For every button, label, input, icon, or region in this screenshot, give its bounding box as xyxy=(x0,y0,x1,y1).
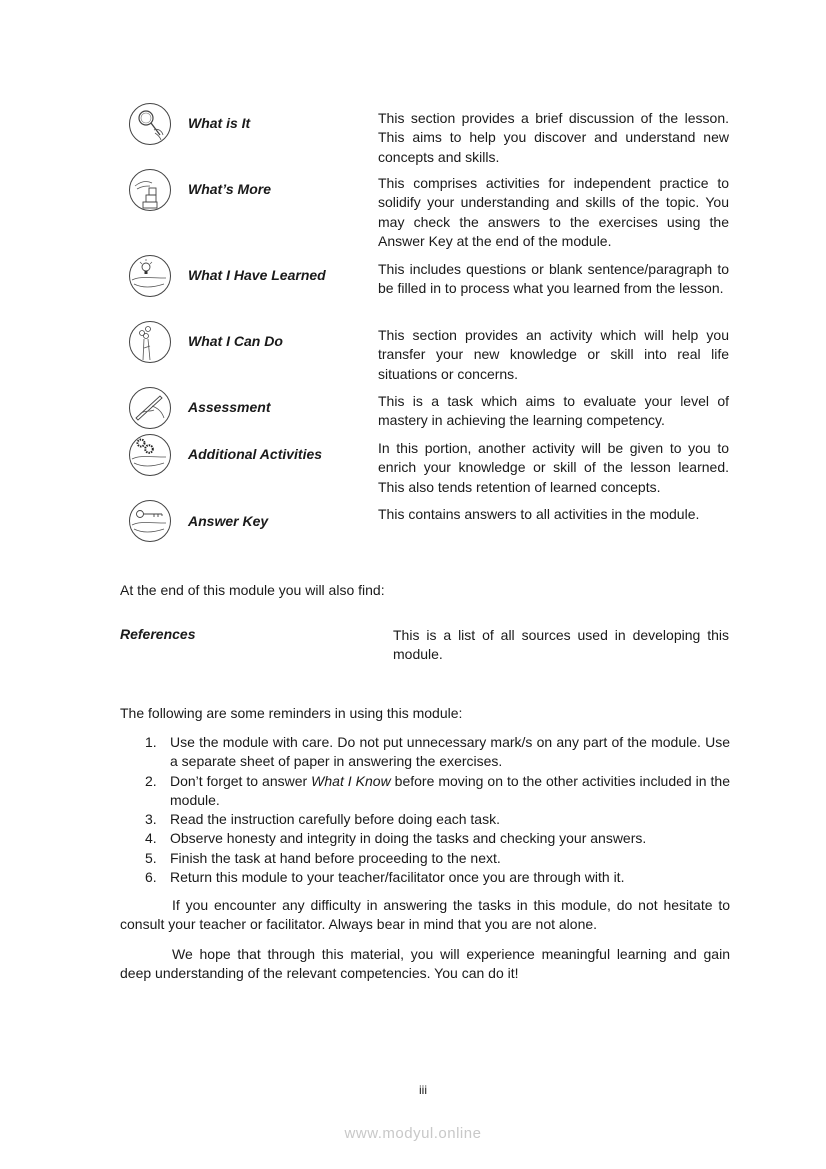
building-blocks-icon xyxy=(128,168,172,212)
key-hand-icon xyxy=(128,499,172,543)
reminders-intro: The following are some reminders in using this module: xyxy=(120,705,463,721)
end-of-module-intro: At the end of this module you will also find: xyxy=(120,582,385,598)
section-title: What’s More xyxy=(188,181,271,197)
section-title: What I Can Do xyxy=(188,333,283,349)
reminder-number: 1. xyxy=(145,734,157,750)
watermark: www.modyul.online xyxy=(344,1125,482,1142)
reminder-text-part: Don’t forget to answer xyxy=(170,772,312,789)
reminder-text: Read the instruction carefully before doing each task. xyxy=(170,811,500,828)
reminder-item xyxy=(120,772,730,811)
what-i-know-emphasis: What I Know xyxy=(311,772,391,789)
reminder-text: Return this module to your teacher/facilitator once you are through with it. xyxy=(170,869,625,886)
reminder-item xyxy=(120,810,730,829)
section-title: What is It xyxy=(188,115,251,131)
reminder-item xyxy=(120,829,730,848)
section-description: In this portion, another activity will be given to you to enrich your knowledge or skill of the lesson learned. This also tends retention of learned concepts. xyxy=(378,440,729,495)
page-number: iii xyxy=(419,1083,427,1097)
references-description: This is a list of all sources used in developing this module. xyxy=(393,627,729,663)
section-title: Answer Key xyxy=(188,513,269,529)
reminder-item xyxy=(120,868,730,887)
reminder-text: Observe honesty and integrity in doing the tasks and checking your answers. xyxy=(170,830,647,847)
reminder-text: Use the module with care. Do not put unnecessary mark/s on any part of the module. Use a separate sheet of paper in answering the exercises. xyxy=(170,734,730,770)
hand-gears-icon xyxy=(128,320,172,364)
magnifying-glass-icon xyxy=(128,102,172,146)
gears-hand-icon xyxy=(128,433,172,477)
section-description: This section provides a brief discussion of the lesson. This aims to help you discover and understand new concepts and skills. xyxy=(378,110,729,165)
reminder-text: Finish the task at hand before proceeding to the next. xyxy=(170,849,501,866)
section-title: Additional Activities xyxy=(188,446,323,462)
reminder-number: 2. xyxy=(145,772,157,789)
section-description: This includes questions or blank sentence/paragraph to be filled in to process what you learned from the lesson. xyxy=(378,261,729,297)
reminder-number: 3. xyxy=(145,811,157,828)
lightbulb-hand-icon xyxy=(128,254,172,298)
reminder-item xyxy=(120,733,730,772)
closing-paragraph: We hope that through this material, you will experience meaningful learning and gain deep understanding of the relevant competencies. You can do it! xyxy=(120,946,730,982)
section-description: This section provides an activity which will help you transfer your new knowledge or skill into real life situations or concerns. xyxy=(378,327,729,382)
reminder-number: 4. xyxy=(145,830,157,847)
reminder-item xyxy=(120,849,730,868)
reminder-text xyxy=(170,773,730,808)
references-title: References xyxy=(120,626,196,642)
section-title: Assessment xyxy=(188,399,271,415)
section-description: This contains answers to all activities in the module. xyxy=(378,506,700,522)
difficulty-paragraph: If you encounter any difficulty in answering the tasks in this module, do not hesitate to consult your teacher or facilitator. Always bear in mind that you are not alone. xyxy=(120,897,730,933)
section-description: This is a task which aims to evaluate your level of mastery in achieving the learning competency. xyxy=(378,393,729,429)
section-title: What I Have Learned xyxy=(188,267,326,283)
pen-writing-icon xyxy=(128,386,172,430)
reminder-number: 6. xyxy=(145,869,157,886)
section-description: This comprises activities for independent practice to solidify your understanding and skills of the topic. You may check the answers to the exercises using the Answer Key at the end of the module. xyxy=(378,175,729,249)
reminders-list xyxy=(120,733,730,887)
reminder-number: 5. xyxy=(145,849,157,866)
reminder-text-part: before moving on to the other activities included in the module. xyxy=(170,772,730,808)
